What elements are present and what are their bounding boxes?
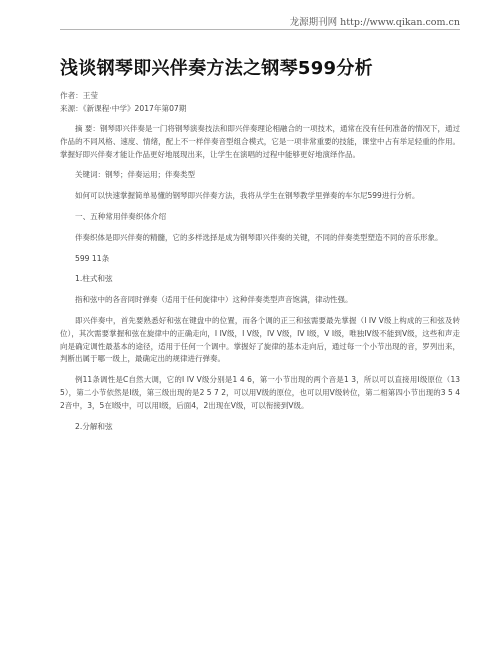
exercise-label: 599 11条 <box>75 253 110 263</box>
subheading-1-paragraph: 指和弦中的各音同时弹奏（适用于任何旋律中）这种伴奏类型声音饱满，律动性强。 <box>75 295 353 305</box>
abstract: 摘 要：钢琴即兴伴奏是一门将钢琴演奏技法和即兴伴奏理论相融合的一项技术，通常在没有任何准备的情况下，通过作品的不同风格、速度、情绪，配上不一样伴奏音型组合模式，它是一项非常重要的技能，课堂中占有举足轻重的作用。掌握好即兴伴奏才能让作品更好地展现出来，让学生在演唱的过程中能够更好地演绎作品。 <box>60 124 460 159</box>
article-title: 浅谈钢琴即兴伴奏方法之钢琴599分析 <box>60 58 373 79</box>
example-paragraph: 例11条调性是C自然大调，它的I IV V级分别是1 4 6，第一小节出现的两个音是1 3，所以可以直接用I级原位（135），第二小节依然是I级，第三级出现的是2 5 7 2，可以用V级的原位，也可以用V级转位，第二相第四小节出现的3 5 4 2音中，3，5在I级中，可以用I级，后面4，2出现在V级，可以衔接到V级。 <box>60 375 460 410</box>
section-1-paragraph: 伴奏织体是即兴伴奏的精髓，它的多样选择是成为钢琴即兴伴奏的关键，不同的伴奏类型塑造不同的音乐形象。 <box>75 232 443 242</box>
subheading-2: 2.分解和弦 <box>75 421 113 431</box>
intro-paragraph: 如何可以快速掌握简单易懂的钢琴即兴伴奏方法，我将从学生在钢琴教学里弹奏的车尔尼599进行分析。 <box>75 191 420 201</box>
subheading-1: 1.柱式和弦 <box>75 274 113 284</box>
article-body <box>60 58 460 433</box>
harmony-paragraph: 即兴伴奏中，首先要熟悉好和弦在键盘中的位置，而各个调的正三和弦需要最先掌握（I IV V级上构成的三和弦及转位），其次需要掌握和弦在旋律中的正确走向，I IV级，I V级，IV V级，IV I级，V I级，唯独IV级不能到V级，这些和声走向是确定调性最基本的途径，适用于任何一个调中。掌握好了旋律的基本走向后，通过每一个小节出现的音，罗列出来，判断出属于哪一级上，最确定出的规律进行弹奏。 <box>60 315 460 364</box>
header-divider <box>60 29 460 30</box>
section-heading-1: 一、五种常用伴奏织体介绍 <box>75 211 167 221</box>
article-author: 作者：王莹 <box>60 91 98 100</box>
site-header: 龙源期刊网 http://www.qikan.com.cn <box>289 17 460 28</box>
keywords: 关键词：钢琴；伴奏运用；伴奏类型 <box>75 170 195 180</box>
article-source: 来源：《新课程·中学》2017年第07期 <box>60 103 187 113</box>
